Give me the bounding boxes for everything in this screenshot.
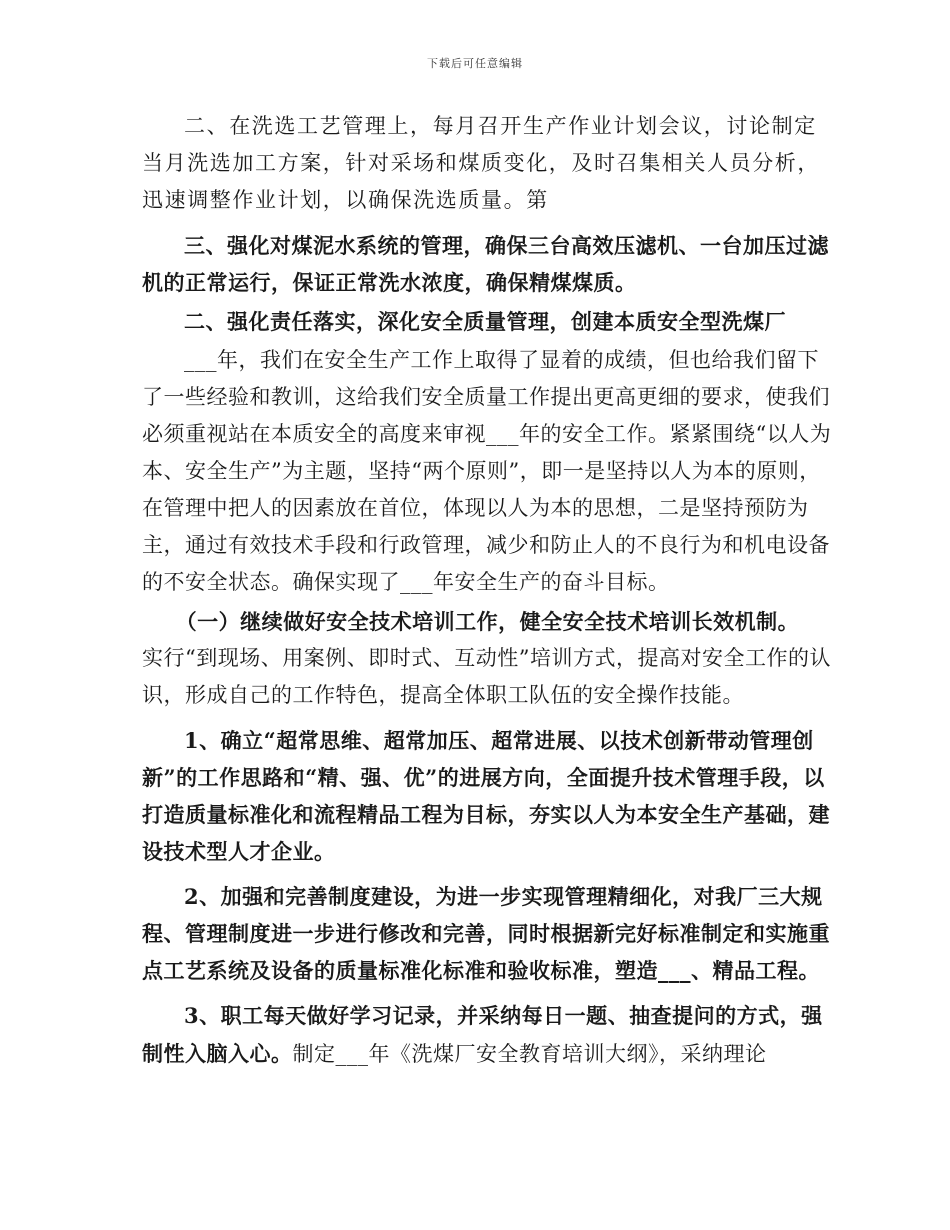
paragraph-safety-review: ___年，我们在安全生产工作上取得了显着的成绩，但也给我们留下了一些经验和教训，这给我们安全质量工作提出更高更细的要求，使我们必须重视站在本质安全的高度来审视___年的安全工作。紧紧围绕“以人为本、安全生产”为主题，坚持“两个原则”，即一是坚持以人为本的原则，在管理中把人的因素放在首位，体现以人为本的思想，二是坚持预防为主，通过有效技术手段和行政管理，减少和防止人的不良行为和机电设备的不安全状态。确保实现了___年安全生产的奋斗目标。 xyxy=(142,348,832,594)
document-body xyxy=(142,108,832,1073)
paragraph-training-method: 实行“到现场、用案例、即时式、互动性”培训方式，提高对安全工作的认识，形成自己的工作特色，提高全体职工队伍的安全操作技能。 xyxy=(142,646,831,707)
subheading-training: （一）继续做好安全技术培训工作，健全安全技术培训长效机制。 xyxy=(175,609,800,634)
list-item-3-bold: 3、职工每天做好学习记录，并采纳每日一题、抽查提问的方式，强制性入脑入心。 xyxy=(142,1003,823,1066)
list-item-2: 2、加强和完善制度建设，为进一步实现管理精细化，对我厂三大规程、管理制度进一步进行修改和完善，同时根据新完好标准制定和实施重点工艺系统及设备的质量标准化标准和验收标准，塑造___、精品工程。 xyxy=(142,884,830,983)
section-heading-safety-quality: 二、强化责任落实，深化安全质量管理，创建本质安全型洗煤厂 xyxy=(184,309,786,334)
list-item-3-tail: 制定___年《洗煤厂安全教育培训大纲》，采纳理论 xyxy=(292,1042,767,1066)
list-item-3 xyxy=(142,997,832,1073)
header-note: 下载后可任意编辑 xyxy=(427,57,523,70)
list-item-1: 1、确立“超常思维、超常加压、超常进展、以技术创新带动管理创新”的工作思路和“精、强、优”的进展方向，全面提升技术管理手段，以打造质量标准化和流程精品工程为目标，夯实以人为本安全生产基础，建设技术型人才企业。 xyxy=(142,728,830,864)
paragraph-slime-water-system: 三、强化对煤泥水系统的管理，确保三台高效压滤机、一台加压过滤机的正常运行，保证正常洗水浓度，确保精煤煤质。 xyxy=(142,233,829,295)
paragraph-process-management: 二、在洗选工艺管理上，每月召开生产作业计划会议，讨论制定当月洗选加工方案，针对采场和煤质变化，及时召集相关人员分析，迅速调整作业计划，以确保洗选质量。第 xyxy=(142,114,820,212)
